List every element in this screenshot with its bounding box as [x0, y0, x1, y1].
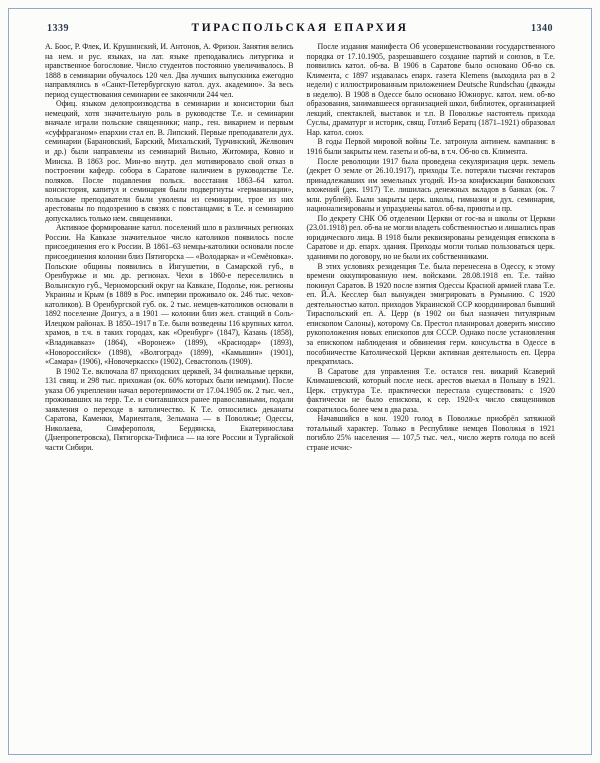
page-title: ТИРАСПОЛЬСКАЯ ЕПАРХИЯ	[191, 22, 409, 34]
paragraph: Начавшийся в кон. 1920 голод в Поволжье приобрёл затяжной тотальный характер. Только в Республике немцев Поволжья в 1921 погибло 25% населения — 107,5 тыс. чел., число жертв голода по всей стране исчис-	[306, 414, 555, 452]
paragraph-continuation: А. Боос, Р. Флек, И. Крушинский, И. Антонов, А. Фризон. Занятия велись на нем. и рус. языках, на лат. языке преподавались литургика и нравственное богословие. Число студентов постоянно увеличивалось. В 1888 в семинарии обучалось 120 чел. Два лучших выпускника ежегодно направлялись в «Санкт-Петербургскую катол. дух. академию». За весь период существования семинарии ее закончили 244 чел.	[45, 42, 294, 99]
right-column	[307, 42, 556, 453]
paragraph: Офиц. языком делопроизводства в семинарии и консистории был немецкий, хотя значительную роль в руководстве Т.е. и семинарии вначале играли польские священники; напр., ген. викарием и первым «суффраганом» епархии стал еп. В. Липский. Первые преподаватели дух. семинарии (Барановский, Барский, Михальский, Турчинский, Желвович и др.) были направлены из семинарий Вильно, Житомира, Ковно и Минска. В 1863 рос. Мин-во внутр. дел мотивировало свой отказ в построении кафедр. собора в Саратове наличием в руководстве Т.е. поляков. После подавления польск. восстания 1863–64 катол. консистория, капитул и семинария были подвергнуты «германизации», польские преподаватели были уволены из семинарии, трое из них арестованы по подозрению в связях с повстанцами; в Т.е. и семинарию допускались только нем. священники.	[45, 99, 294, 223]
page-number-right: 1340	[531, 23, 553, 34]
paragraph: Активное формирование катол. поселений шло в различных регионах России. На Кавказе значительное число католиков появилось после присоединения его к России. В 1861–63 немцы-католики основали после присоединения колонии близ Пятигорска — «Володарка» и «Семёновка». Польские общины появились в Ингушетии, в Самарской губ., в Оренбуржье и мн. др. регионах. Чехи в 1860-е переселились в Волынскую губ., Черноморский округ на Кавказе, Подолье, юж. регионы Украины и Крым (в 1889 в Рос. империи проживало ок. 246 тыс. чехов-католиков). В Оренбургской губ. ок. 2 тыс. немцев-католиков основали в 1892 поселение Донгуз, а в 1901 — колонии близ жел. станций в Соль-Илецком районах. В 1850–1917 в Т.е. были возведены 116 крупных катол. храмов, в т.ч. в таких городах, как «Оренбург» (1847), Казань (1858), «Владикавказ» (1864), «Воронеж» (1899), «Краснодар» (1893), «Новороссийск» (1898), «Волгоград» (1899), «Камышин» (1901), «Самара» (1906), «Новочеркасск» (1902), Севастополь (1909).	[45, 223, 294, 367]
left-column	[45, 42, 294, 453]
page-frame	[8, 8, 592, 755]
paragraph: После революции 1917 была проведена секуляризация церк. земель (декрет О земле от 26.10.1917), приходы Т.е. потеряли тысячи гектаров принадлежавших им земельных угодий. Из-за конфискации банковских вложений (дек. 1917) Т.е. лишилась денежных вкладов в банках (ок. 7 млн. рублей). Были закрыты церк. школы, гимназии и дух. семинария, национализированы и упразднены катол. об-ва, приюты и пр.	[306, 156, 555, 214]
paragraph: В 1902 Т.е. включала 87 приходских церквей, 34 филиальные церкви, 131 свящ. и 298 тыс. прихожан (ок. 60% которых были немцами). После указа Об укреплении начал веротерпимости от 17.04.1905 ок. 2 тыс. чел., проживавших на терр. Т.е. и считавшихся ранее православными, подали заявления о переходе в католичество. К Т.е. относились деканаты Саратова, Каменки, Мариенталя, Зельмана — в Поволжье; Одессы, Николаева, Симферополя, Бердянска, Екатеринослава (Днепропетровска), Пятигорска-Тифлиса — на юге России и Тургайской части Сибири.	[45, 366, 294, 452]
paragraph: После издания манифеста Об усовершенствовании государственного порядка от 17.10.1905, разрешавшего создание партий и союзов, в Т.е. появились катол. об-ва. В 1906 в Саратове было основано Об-во св. Климента, с 1897 издавалась епарх. газета Klemens (выходила раз в 2 недели) с иллюстрированным приложением Deutsche Rundschau (дважды в неделю). В 1908 в Одессе было основано Южнорус. катол. нем. об-во образования, занимавшееся организацией школ, библиотек, организацией лекций, спектаклей, выставок и т.п. В Поволжье настоятель прихода Суслы, драматург и историк, свящ. Готлиб Бератц (1871–1921) образовал Нар. катол. союз.	[306, 42, 555, 137]
text-columns	[45, 42, 555, 453]
paragraph: В годы Первой мировой войны Т.е. затронула антинем. кампания: в 1916 были закрыты нем. газеты и об-ва, в т.ч. Об-во св. Климента.	[306, 137, 555, 157]
paragraph: В Саратове для управления Т.е. остался ген. викарий Ксаверий Климашевский, который после неск. арестов выехал в Польшу в 1921. Церк. структура Т.е. практически перестала существовать: с 1920 фактически не было епископа, к сер. 1920-х число священников сократилось более чем в два раза.	[306, 366, 555, 414]
running-head	[47, 22, 553, 34]
paragraph: В этих условиях резиденция Т.е. была перенесена в Одессу, к этому времени оккупированную нем. войсками. 28.08.1918 еп. Т.е. тайно покинул Саратов. В 1920 после взятия Одессы Красной армией глава Т.е. еп. Й.А. Кесслер был вынужден эмигрировать в Румынию. С 1920 деятельностью катол. приходов Украинской ССР координировал бывший Тираспольский еп. А. Церр (в 1902 он был назначен титулярным епископом Салоны), которому Св. Престол планировал доверить миссию рукоположения новых епископов для СССР. Однако после установления за епископом наблюдения и обвинения герм. консульства в Одессе в пособничестве Католической Церкви активная деятельность еп. Церра прекратилась.	[306, 261, 555, 367]
page-number-left: 1339	[47, 23, 69, 34]
paragraph: По декрету СНК Об отделении Церкви от гос-ва и школы от Церкви (23.01.1918) рел. об-ва не могли владеть собственностью и лишались прав юридического лица. В 1918 были реквизированы резиденция епископа в Саратове и др. епарх. здания. Приходы могли только пользоваться церк. зданиями по договору, но не были их собственниками.	[306, 213, 555, 262]
